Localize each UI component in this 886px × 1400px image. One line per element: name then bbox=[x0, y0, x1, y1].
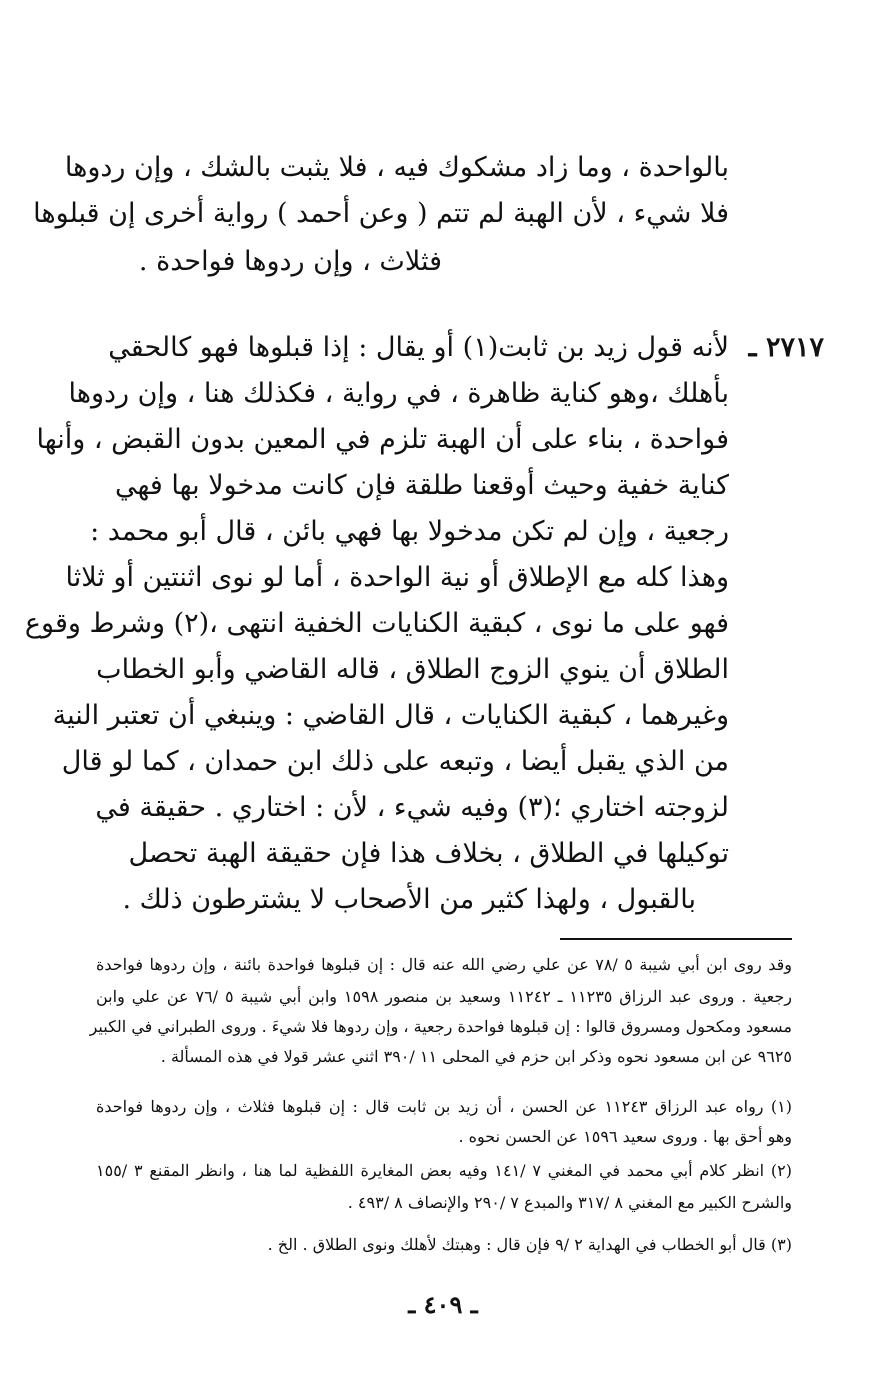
footnote-line: ٩٦٢٥ عن ابن مسعود نحوه وذكر ابن حزم في المحلى ١١ /٣٩٠ اثني عشر قولا في هذه المسألة . bbox=[160, 1047, 792, 1066]
footnote-line: مسعود ومكحول ومسروق قالوا : إن قبلوها فواحدة رجعية ، وإن ردوها فلا شيءَ . وروى الطبراني في الكبير bbox=[89, 1017, 792, 1036]
body-line: بالقبول ، ولهذا كثير من الأصحاب لا يشترطون ذلك . bbox=[122, 884, 696, 915]
body-line: فثلاث ، وإن ردوها فواحدة . bbox=[138, 246, 442, 277]
body-line: بأهلك ،وهو كناية ظاهرة ، في رواية ، فكذلك هنا ، وإن ردوها bbox=[68, 378, 729, 409]
page-number: ـ ٤٠٩ ـ bbox=[408, 1290, 478, 1319]
footnote-2-cont: والشرح الكبير مع المغني ٨ /٣١٧ والمبدع ٧ /٢٩٠ والإنصاف ٨ /٤٩٣ . bbox=[347, 1193, 792, 1212]
body-line: كناية خفية وحيث أوقعنا طلقة فإن كانت مدخولا بها فهي bbox=[114, 470, 729, 501]
footnote-line: رجعية . وروى عبد الرزاق ١١٢٣٥ ـ ١١٢٤٢ وسعيد بن منصور ١٥٩٨ وابن أبي شيبة ٥ /٧٦ عن علي وابن bbox=[96, 987, 793, 1006]
footnote-1-cont: وهو أحق بها . وروى سعيد ١٥٩٦ عن الحسن نحوه . bbox=[458, 1127, 792, 1146]
body-line: فلا شيء ، لأن الهبة لم تتم ( وعن أحمد ) رواية أخرى إن قبلوها bbox=[33, 198, 729, 229]
entry-number: ٢٧١٧ ـ bbox=[748, 332, 824, 363]
body-line: وغيرهما ، كبقية الكنايات ، قال القاضي : وينبغي أن تعتبر النية bbox=[52, 700, 729, 731]
body-line: بالواحدة ، وما زاد مشكوك فيه ، فلا يثبت بالشك ، وإن ردوها bbox=[64, 152, 729, 183]
footnote-2: (٢) انظر كلام أبي محمد في المغني ٧ /١٤١ وفيه بعض المغايرة اللفظية لما هنا ، وانظر المقنع ٣ /١٥٥ bbox=[96, 1161, 792, 1180]
body-line: رجعية ، وإن لم تكن مدخولا بها فهي بائن ، قال أبو محمد : bbox=[90, 516, 729, 547]
body-line: لزوجته اختاري ؛(٣) وفيه شيء ، لأن : اختاري . حقيقة في bbox=[95, 792, 729, 823]
footnote-1: (١) رواه عبد الرزاق ١١٢٤٣ عن الحسن ، أن زيد بن ثابت قال : إن قبلوها فثلاث ، وإن ردوها فواحدة bbox=[96, 1097, 793, 1116]
footnote-rule bbox=[560, 938, 792, 940]
body-line: الطلاق أن ينوي الزوج الطلاق ، قاله القاضي وأبو الخطاب bbox=[96, 654, 729, 685]
body-line: من الذي يقبل أيضا ، وتبعه على ذلك ابن حمدان ، كما لو قال bbox=[61, 746, 729, 777]
body-line: وهذا كله مع الإطلاق أو نية الواحدة ، أما لو نوى اثنتين أو ثلاثا bbox=[65, 562, 729, 593]
footnote-line: وقد روى ابن أبي شيبة ٥ /٧٨ عن علي رضي الله عنه قال : إن قبلوها فواحدة بائنة ، وإن ردوها فواحدة bbox=[96, 955, 792, 974]
body-line: لأنه قول زيد بن ثابت(١) أو يقال : إذا قبلوها فهو كالحقي bbox=[108, 332, 729, 363]
body-line: توكيلها في الطلاق ، بخلاف هذا فإن حقيقة الهبة تحصل bbox=[128, 838, 729, 869]
footnote-3: (٣) قال أبو الخطاب في الهداية ٢ /٩ فإن قال : وهبتك لأهلك ونوى الطلاق . الخ . bbox=[267, 1235, 792, 1254]
body-line: فواحدة ، بناء على أن الهبة تلزم في المعين بدون القبض ، وأنها bbox=[36, 424, 729, 455]
body-line: فهو على ما نوى ، كبقية الكنايات الخفية انتهى ،(٢) وشرط وقوع bbox=[24, 608, 729, 639]
